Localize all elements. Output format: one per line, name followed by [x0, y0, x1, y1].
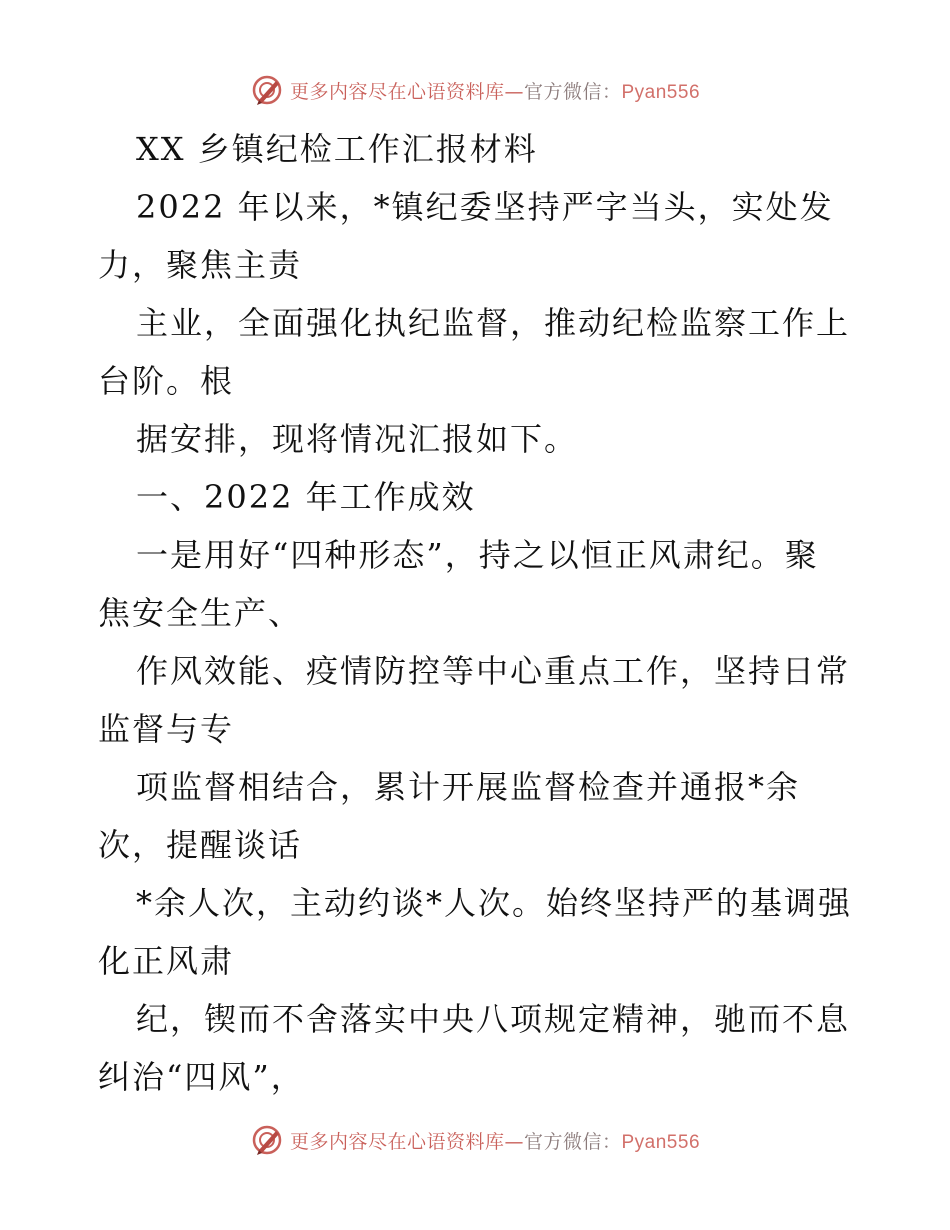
watermark-slogan: 更多内容尽在心语资料库	[289, 1130, 505, 1153]
watermark-wechat-handle: Pyan556	[621, 81, 701, 103]
section-heading: 一、2022 年工作成效	[136, 478, 476, 516]
paragraph-line: 主业，全面强化执纪监督，推动纪检监察工作上	[136, 304, 851, 342]
pen-logo-icon	[250, 1123, 284, 1157]
paragraph-line: 作风效能、疫情防控等中心重点工作，坚持日常	[136, 652, 851, 690]
paragraph-line: 化正风肃	[98, 942, 235, 980]
paragraph-line: 一是用好“四种形态”，持之以恒正风肃纪。聚	[136, 536, 819, 574]
watermark-wechat-label: 官方微信：	[523, 80, 622, 103]
header-watermark	[0, 70, 950, 110]
paragraph-line: 2022 年以来，*镇纪委坚持严字当头，实处发	[136, 188, 834, 226]
paragraph-line: *余人次，主动约谈*人次。始终坚持严的基调强	[136, 884, 853, 922]
document-title: XX 乡镇纪检工作汇报材料	[136, 130, 538, 168]
paragraph-line: 监督与专	[98, 710, 235, 748]
paragraph-line: 力，聚焦主责	[98, 246, 303, 284]
footer-watermark	[0, 1120, 950, 1160]
watermark-dash: —	[504, 80, 524, 103]
paragraph-line: 纪，锲而不舍落实中央八项规定精神，驰而不息	[136, 1000, 851, 1038]
watermark-wechat-label: 官方微信：	[523, 1130, 622, 1153]
paragraph-line: 次，提醒谈话	[98, 826, 303, 864]
paragraph-line: 焦安全生产、	[98, 594, 303, 632]
watermark-dash: —	[504, 1130, 524, 1153]
document-body	[98, 120, 858, 1106]
paragraph-line: 据安排，现将情况汇报如下。	[136, 420, 579, 458]
paragraph-line: 纠治“四风”，	[98, 1058, 305, 1096]
watermark-wechat-handle: Pyan556	[621, 1131, 701, 1153]
pen-logo-icon	[250, 73, 284, 107]
watermark-text	[290, 77, 700, 104]
watermark-slogan: 更多内容尽在心语资料库	[289, 80, 505, 103]
watermark-text	[290, 1127, 700, 1154]
paragraph-line: 项监督相结合，累计开展监督检查并通报*余	[136, 768, 801, 806]
paragraph-line: 台阶。根	[98, 362, 235, 400]
